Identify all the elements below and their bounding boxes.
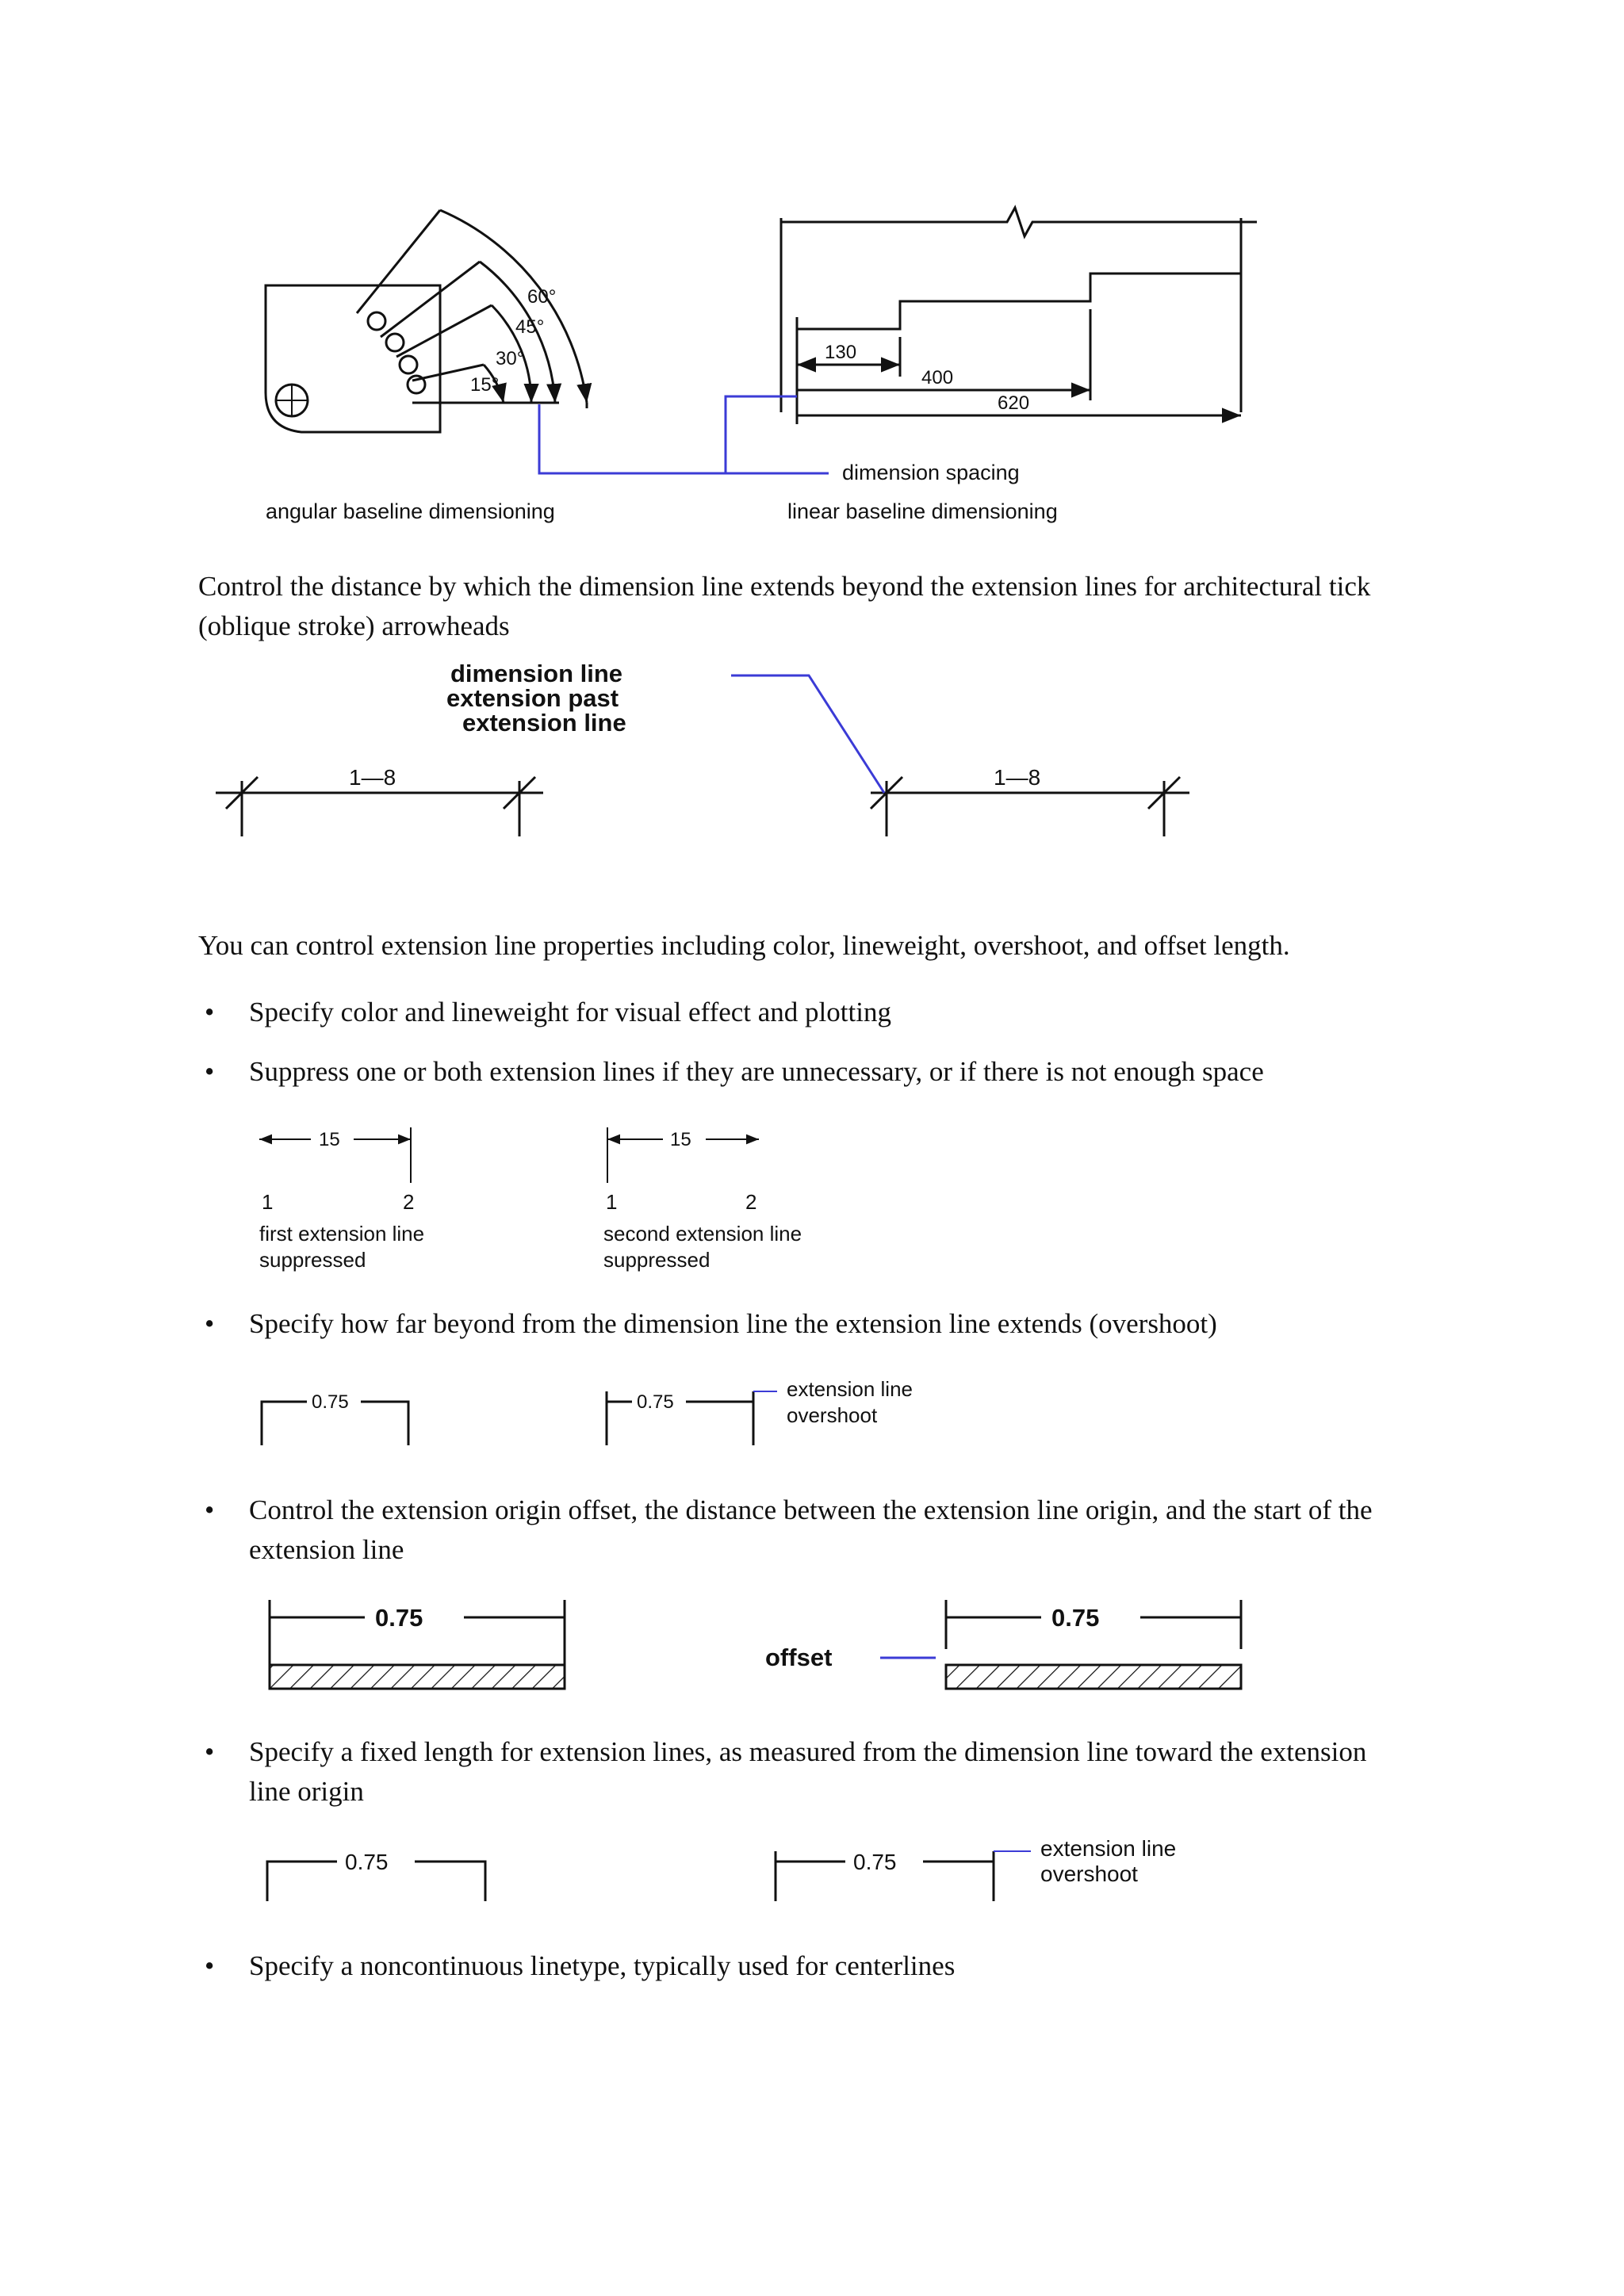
bullet-overshoot: Specify how far beyond from the dimension line the extension line extends (overshoot) <box>249 1308 1217 1339</box>
suppress-dim-left: 15 <box>319 1129 340 1150</box>
tick-callout-line3: extension line <box>462 709 626 737</box>
tick-dim-left: 1—8 <box>349 765 396 790</box>
tick-dim-right: 1—8 <box>994 765 1041 790</box>
suppress-left-p1: 1 <box>262 1190 274 1214</box>
tick-callout-line1: dimension line <box>450 660 623 687</box>
bullet-color-lineweight: Specify color and lineweight for visual effect and plotting <box>249 997 891 1027</box>
fixed-dim-right: 0.75 <box>853 1850 897 1874</box>
bullet-linetype: Specify a noncontinuous linetype, typically used for centerlines <box>249 1950 956 1981</box>
dim-400-label: 400 <box>921 367 954 388</box>
bullet-suppress: Suppress one or both extension lines if they are unnecessary, or if there is not enough space <box>249 1056 1264 1087</box>
tick-callout-line2: extension past <box>446 684 619 712</box>
overshoot-dim-right: 0.75 <box>637 1391 674 1413</box>
offset-dim-right: 0.75 <box>1051 1604 1100 1632</box>
caption-angular-baseline: angular baseline dimensioning <box>266 499 555 523</box>
bullet-dot: • <box>205 1056 215 1087</box>
suppress-left-caption2: suppressed <box>259 1248 366 1272</box>
offset-label: offset <box>765 1644 833 1671</box>
dim-620-label: 620 <box>998 392 1030 414</box>
fixed-dim-left: 0.75 <box>345 1850 389 1874</box>
break-dim-line <box>781 208 1257 236</box>
offset-dim-left: 0.75 <box>375 1604 423 1632</box>
bullet-dot: • <box>205 1308 215 1339</box>
angle-30: 30° <box>496 348 525 369</box>
ext-line-60 <box>357 210 440 313</box>
suppress-right-p1: 1 <box>606 1190 618 1214</box>
bullet-dot: • <box>205 1950 215 1981</box>
bullet-dot: • <box>205 1494 215 1525</box>
bullet-dot: • <box>205 997 215 1027</box>
paragraph-tick-extension: Control the distance by which the dimension line extends beyond the extension lines for architectural tick (oblique stroke) arrowheads <box>198 571 1371 641</box>
suppress-left-p2: 2 <box>403 1190 415 1214</box>
caption-linear-baseline: linear baseline dimensioning <box>787 499 1058 523</box>
suppress-right-caption2: suppressed <box>603 1248 710 1272</box>
tick-callout-leader <box>731 675 884 793</box>
dimension-spacing-label: dimension spacing <box>842 461 1020 484</box>
angle-45: 45° <box>515 316 545 338</box>
angle-15: 15° <box>470 374 500 396</box>
arc-60 <box>440 210 587 403</box>
bullet-fixed-length: Specify a fixed length for extension lines, as measured from the dimension line toward the extension line origin <box>249 1736 1367 1807</box>
angle-60: 60° <box>527 286 557 308</box>
fixed-callout1: extension line <box>1040 1836 1177 1861</box>
fixed-callout2: overshoot <box>1040 1862 1138 1886</box>
paragraph-extension-properties: You can control extension line properties including color, lineweight, overshoot, and offset length. <box>198 930 1290 961</box>
bullet-dot: • <box>205 1736 215 1767</box>
dim-130-label: 130 <box>825 342 857 363</box>
stepped-profile <box>797 274 1241 329</box>
overshoot-callout1: extension line <box>787 1377 913 1401</box>
suppress-dim-right: 15 <box>670 1129 691 1150</box>
overshoot-callout2: overshoot <box>787 1403 878 1427</box>
suppress-left-caption1: first extension line <box>259 1222 425 1246</box>
dimension-spacing-callout <box>539 396 829 473</box>
overshoot-dim-left: 0.75 <box>312 1391 349 1413</box>
suppress-right-caption1: second extension line <box>603 1222 802 1246</box>
suppress-right-p2: 2 <box>745 1190 757 1214</box>
bullet-origin-offset: Control the extension origin offset, the distance between the extension line origin, and the start of the extension line <box>249 1494 1373 1565</box>
ext-line-45 <box>381 262 480 337</box>
